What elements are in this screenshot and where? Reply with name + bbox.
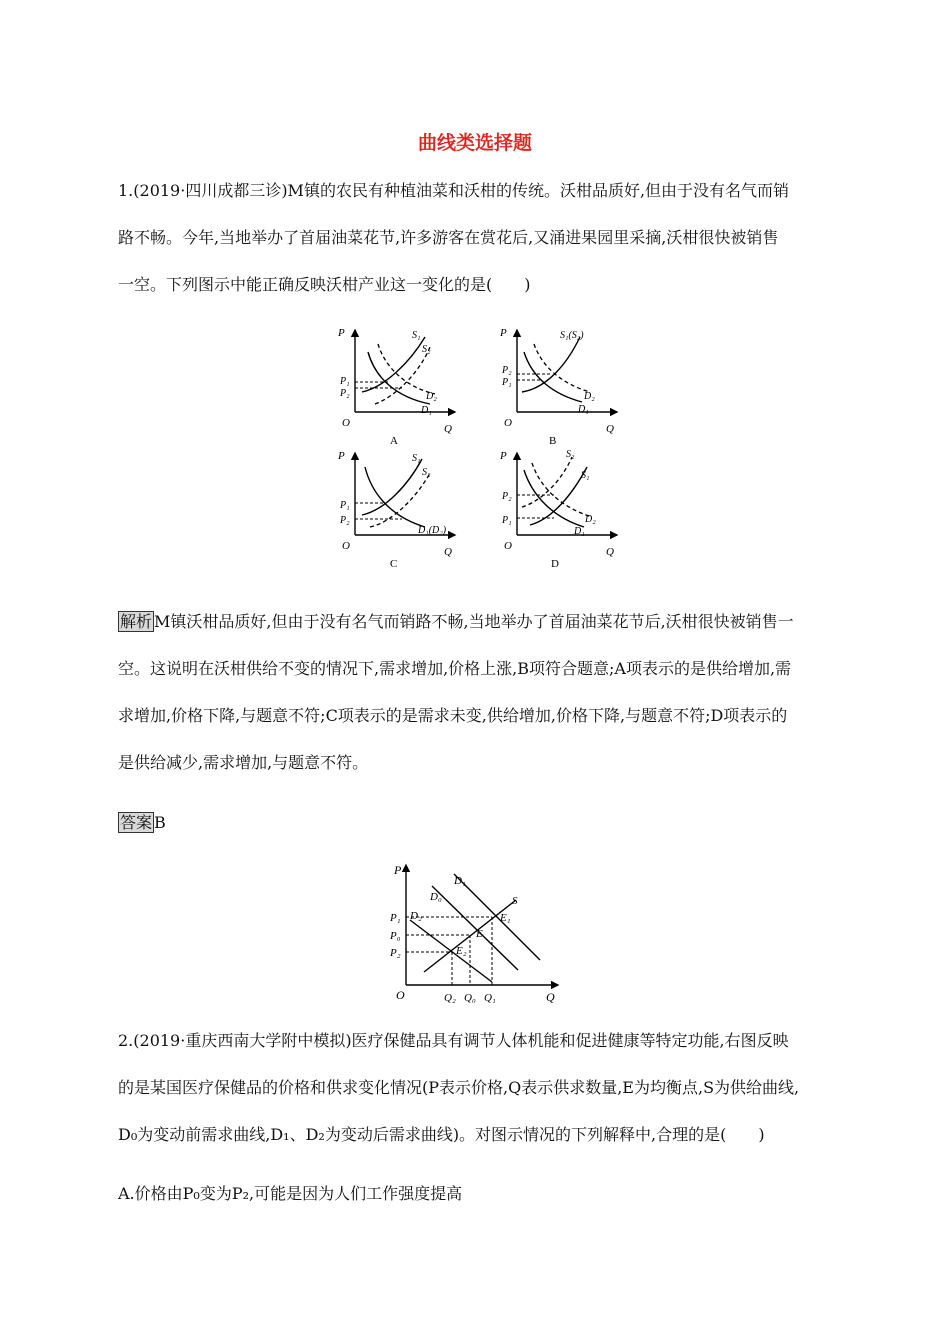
curve-s1 bbox=[522, 337, 580, 392]
svg-text:D₁: D₁ bbox=[421, 405, 432, 416]
svg-text:S₁(S₂): S₁(S₂) bbox=[560, 330, 584, 341]
graph-c bbox=[330, 445, 470, 570]
svg-text:S₂: S₂ bbox=[566, 449, 575, 460]
svg-text:P₁: P₁ bbox=[502, 377, 512, 388]
svg-text:P₀: P₀ bbox=[390, 930, 401, 942]
svg-text:P₁: P₁ bbox=[340, 500, 350, 511]
graph-q2 bbox=[380, 860, 570, 1005]
curve-s1 bbox=[362, 337, 425, 392]
curve-d2 bbox=[534, 344, 590, 392]
analysis-line-2: 空。这说明在沃柑供给不变的情况下,需求增加,价格上涨,B项符合题意;A项表示的是供给增加,需 bbox=[118, 659, 792, 678]
svg-text:Q: Q bbox=[546, 990, 555, 1004]
svg-text:E: E bbox=[476, 928, 483, 940]
svg-text:S₁: S₁ bbox=[412, 330, 421, 341]
svg-text:D₀: D₀ bbox=[430, 891, 442, 903]
answer-value: B bbox=[154, 813, 166, 832]
svg-text:P₂: P₂ bbox=[502, 491, 512, 502]
graph-label: A bbox=[390, 435, 398, 447]
svg-text:O: O bbox=[504, 540, 512, 552]
svg-text:C: C bbox=[390, 558, 398, 570]
svg-text:O: O bbox=[396, 988, 405, 1002]
svg-text:P: P bbox=[500, 327, 507, 339]
svg-text:Q: Q bbox=[444, 546, 452, 558]
svg-text:D₂: D₂ bbox=[426, 391, 437, 402]
answer-tag: 答案 bbox=[120, 813, 153, 832]
svg-text:P: P bbox=[500, 450, 507, 462]
svg-text:D₂: D₂ bbox=[584, 391, 595, 402]
svg-text:P₁: P₁ bbox=[340, 376, 350, 387]
origin: O bbox=[342, 417, 350, 429]
svg-text:P: P bbox=[394, 863, 402, 877]
svg-text:P₁: P₁ bbox=[502, 515, 512, 526]
curve-d1 bbox=[365, 467, 425, 527]
page-title: 曲线类选择题 bbox=[417, 132, 532, 154]
svg-text:P: P bbox=[338, 450, 345, 462]
q1-line-2: 路不畅。今年,当地举办了首届油菜花节,许多游客在赏花后,又涌进果园里采摘,沃柑很快被销售 bbox=[118, 228, 779, 247]
svg-text:D₁: D₁ bbox=[574, 526, 585, 537]
axis-q: Q bbox=[444, 423, 452, 435]
svg-text:D₂: D₂ bbox=[585, 514, 596, 525]
svg-text:P₂: P₂ bbox=[390, 947, 401, 959]
answer-line bbox=[118, 812, 838, 834]
curve-s2 bbox=[375, 347, 430, 404]
svg-text:Q: Q bbox=[606, 423, 614, 435]
svg-text:P₂: P₂ bbox=[340, 388, 350, 399]
svg-text:O: O bbox=[342, 540, 350, 552]
curve-d0 bbox=[432, 886, 518, 970]
graph-a bbox=[330, 322, 470, 447]
svg-text:S₁: S₁ bbox=[412, 453, 421, 464]
graph-b bbox=[492, 322, 632, 447]
q1-line-1: 1.(2019·四川成都三诊)M镇的农民有种植油菜和沃柑的传统。沃柑品质好,但由于没有名气而销 bbox=[118, 181, 790, 200]
svg-text:D₁(D₂): D₁(D₂) bbox=[418, 525, 447, 536]
svg-text:E₁: E₁ bbox=[500, 912, 511, 924]
q1-line-3: 一空。下列图示中能正确反映沃柑产业这一变化的是( ) bbox=[118, 275, 531, 294]
graph-d bbox=[492, 445, 632, 570]
svg-text:D₂: D₂ bbox=[410, 910, 422, 922]
curve-d1 bbox=[368, 352, 430, 404]
svg-text:D: D bbox=[551, 558, 559, 570]
curve-s1 bbox=[362, 459, 422, 515]
analysis-line-4: 是供给减少,需求增加,与题意不符。 bbox=[118, 753, 369, 772]
analysis-tag: 解析 bbox=[120, 612, 153, 631]
axis-p: P bbox=[338, 327, 345, 339]
svg-text:Q₀: Q₀ bbox=[464, 992, 476, 1004]
q2-line-1: 2.(2019·重庆西南大学附中模拟)医疗保健品具有调节人体机能和促进健康等特定功能,右图反映 bbox=[118, 1031, 789, 1050]
analysis-line-1: 解析 M镇沃柑品质好,但由于没有名气而销路不畅,当地举办了首届油菜花节后,沃柑很快被销售一 bbox=[120, 612, 794, 631]
svg-text:D₁: D₁ bbox=[578, 404, 589, 415]
svg-text:P₁: P₁ bbox=[390, 912, 401, 924]
svg-text:S₂: S₂ bbox=[422, 467, 431, 478]
svg-text:S₁: S₁ bbox=[581, 470, 590, 481]
svg-text:Q₁: Q₁ bbox=[484, 992, 496, 1004]
svg-text:Q₂: Q₂ bbox=[444, 992, 456, 1004]
q2-line-3: D₀为变动前需求曲线,D₁、D₂为变动后需求曲线)。对图示情况的下列解释中,合理的是( ) bbox=[118, 1125, 765, 1144]
analysis-line-3: 求增加,价格下降,与题意不符;C项表示的是需求未变,供给增加,价格下降,与题意不符;D项表示的 bbox=[118, 706, 788, 725]
svg-text:S₂: S₂ bbox=[422, 344, 431, 355]
svg-text:Q: Q bbox=[606, 546, 614, 558]
q2-line-2: 的是某国医疗保健品的价格和供求变化情况(P表示价格,Q表示供求数量,E为均衡点,S为供给曲线, bbox=[118, 1078, 800, 1097]
q2-option-a: A.价格由P₀变为P₂,可能是因为人们工作强度提高 bbox=[118, 1184, 463, 1203]
svg-text:B: B bbox=[549, 435, 557, 447]
curve-d1 bbox=[524, 352, 582, 402]
svg-text:P₂: P₂ bbox=[340, 515, 350, 526]
svg-text:O: O bbox=[504, 417, 512, 429]
svg-text:P₂: P₂ bbox=[502, 365, 512, 376]
svg-text:S: S bbox=[512, 895, 518, 907]
svg-text:E₂: E₂ bbox=[456, 945, 467, 957]
svg-text:D₁: D₁ bbox=[454, 875, 466, 887]
